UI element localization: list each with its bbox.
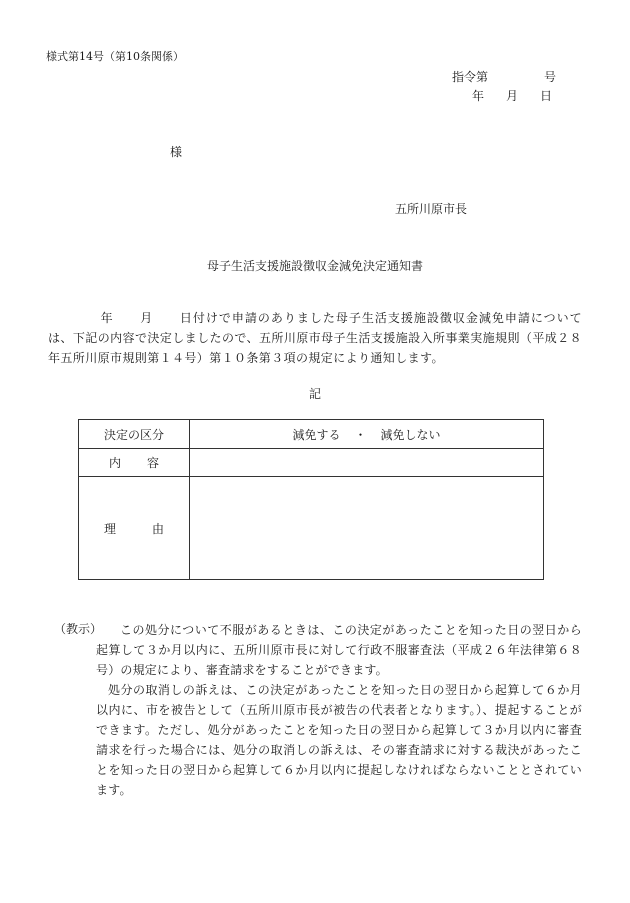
table-row: [79, 420, 544, 449]
body-year: 年: [100, 311, 114, 325]
body-paragraph: [48, 308, 582, 368]
decision-table: [78, 419, 544, 580]
option-reduce: 減免する: [292, 427, 341, 442]
ref-prefix: 指令第: [452, 70, 489, 84]
reason-label-char-1: 理: [103, 521, 116, 536]
body-text: 日付けで申請のありました母子生活支援施設徴収金減免申請については、下記の内容で決定しましたので、五所川原市母子生活支援施設入所事業実施規則（平成２８年五所川原市規則第１４号）第１０条第３項の規定により通知します。: [48, 311, 582, 365]
document-title: 母子生活支援施設徴収金減免決定通知書: [206, 259, 423, 273]
date-year: 年: [472, 89, 485, 103]
issue-date: [472, 87, 552, 104]
notice-paragraph-1: この処分について不服があるときは、この決定があったことを知った日の翌日から起算して３か月以内に、五所川原市長に対して行政不服審査法（平成２６年法律第６８号）の規定により、審査請求をすることができます。: [96, 623, 582, 677]
content-label: [79, 449, 190, 477]
ki-heading: 記: [308, 387, 321, 401]
body-month: 月: [139, 311, 154, 325]
decision-type-label: 決定の区分: [79, 420, 190, 449]
recipient-suffix: 様: [170, 145, 183, 159]
content-label-char-1: 内: [108, 456, 121, 470]
reference-number: [452, 68, 556, 85]
reason-label-char-2: 由: [152, 521, 165, 536]
reason-value: [190, 477, 544, 580]
content-value: [190, 449, 544, 477]
table-row: [79, 449, 544, 477]
decision-type-value: [190, 420, 544, 449]
date-day: 日: [540, 89, 553, 103]
option-no-reduce: 減免しない: [380, 427, 441, 442]
sender: 五所川原市長: [395, 202, 468, 216]
ref-suffix: 号: [544, 70, 557, 84]
content-label-char-2: 容: [147, 456, 160, 470]
notice-paragraph-2: 処分の取消しの訴えは、この決定があったことを知った日の翌日から起算して６か月以内に、市を被告として（五所川原市長が被告の代表者となります。）、提起することができます。ただし、処分があったことを知った日の翌日から起算して３か月以内に審査請求を行った場合には、処分の取消しの訴えは、その審査請求に対する裁決があったことを知った日の翌日から起算して６か月以内に提起しなければならないこととされています。: [96, 683, 582, 797]
reason-label: [79, 477, 190, 580]
notice-body: [96, 620, 582, 800]
table-row: [79, 477, 544, 580]
option-separator: ・: [354, 427, 367, 442]
form-number: 様式第14号（第10条関係）: [46, 50, 184, 63]
notice-label: （教示）: [54, 622, 103, 636]
date-month: 月: [506, 89, 519, 103]
